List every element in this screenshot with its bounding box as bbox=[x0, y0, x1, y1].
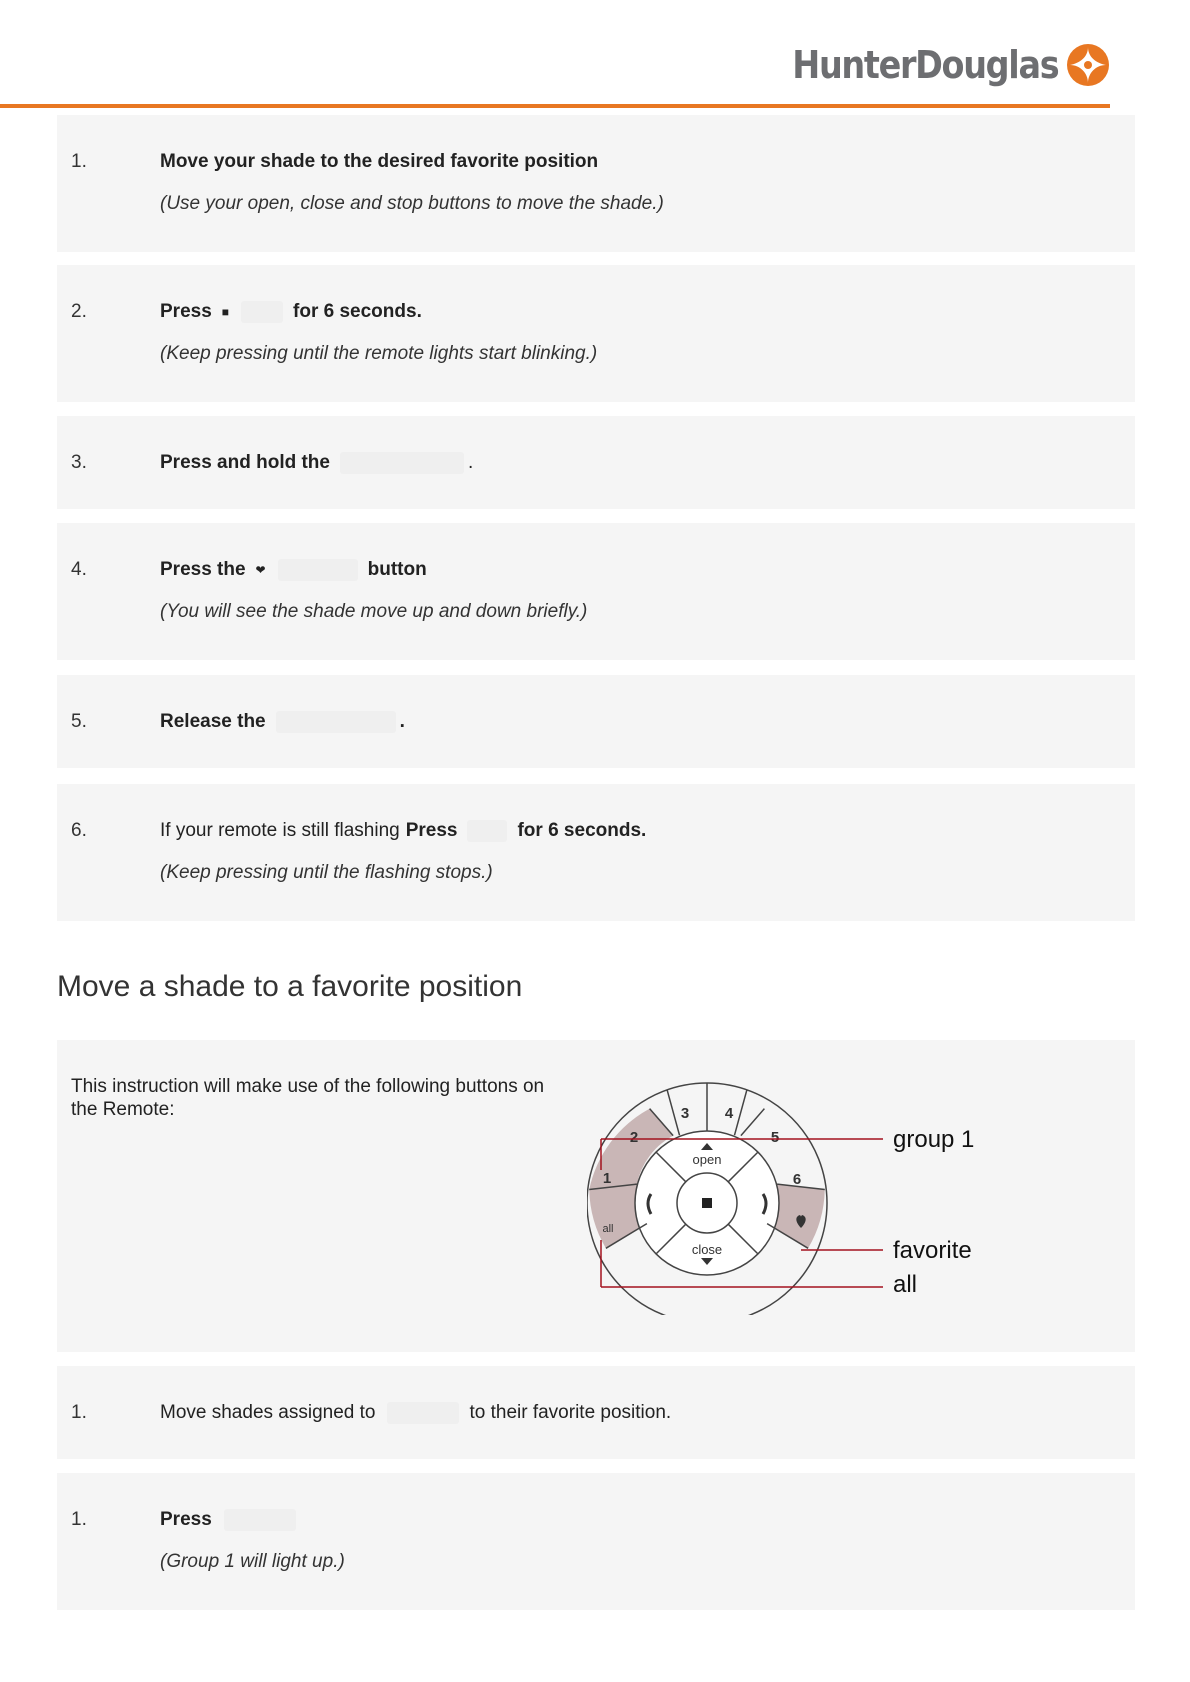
stop-button-placeholder bbox=[241, 301, 283, 323]
program-step bbox=[57, 115, 1135, 252]
step-text: for 6 seconds. bbox=[293, 301, 422, 322]
step-text: Move shades assigned to bbox=[160, 1402, 376, 1423]
program-step bbox=[57, 416, 1135, 509]
stop-square-icon: ■ bbox=[221, 305, 230, 319]
all-callout: all bbox=[893, 1271, 918, 1298]
step-note: (You will see the shade move up and down briefly.) bbox=[160, 601, 588, 622]
button-4-label[interactable]: 4 bbox=[724, 1105, 734, 1122]
button-placeholder bbox=[340, 452, 464, 474]
step-instruction bbox=[160, 559, 427, 581]
stop-square-icon bbox=[702, 1198, 712, 1208]
step-number: 3. bbox=[71, 452, 87, 473]
step-text: Press bbox=[160, 301, 212, 322]
step-instruction bbox=[160, 301, 422, 323]
stop-button-placeholder bbox=[467, 820, 507, 842]
step-instruction bbox=[160, 1509, 296, 1531]
button-placeholder bbox=[387, 1402, 459, 1424]
step-number: 2. bbox=[71, 301, 87, 322]
step-note: (Keep pressing until the flashing stops.) bbox=[160, 862, 493, 883]
diagram-intro: This instruction will make use of the following buttons on the Remote: bbox=[71, 1076, 545, 1120]
heart-icon: ❤ bbox=[255, 563, 266, 577]
step-number: 5. bbox=[71, 711, 87, 732]
step-number: 1. bbox=[71, 1509, 87, 1530]
step-text: . bbox=[399, 711, 405, 732]
open-button-label[interactable]: open bbox=[692, 1152, 722, 1167]
button-3-label[interactable]: 3 bbox=[680, 1105, 690, 1122]
step-number: 6. bbox=[71, 820, 87, 841]
step-text: Release the bbox=[160, 711, 266, 732]
button-2-label[interactable]: 2 bbox=[629, 1129, 639, 1146]
program-step bbox=[57, 523, 1135, 660]
favorite-button-placeholder bbox=[278, 559, 358, 581]
program-step bbox=[57, 784, 1135, 921]
button-5-label[interactable]: 5 bbox=[770, 1129, 780, 1146]
step-note: (Group 1 will light up.) bbox=[160, 1551, 345, 1572]
button-placeholder bbox=[224, 1509, 296, 1531]
brand-name: HunterDouglas bbox=[791, 43, 1058, 87]
step-number: 1. bbox=[71, 1402, 87, 1423]
step-instruction bbox=[160, 151, 598, 173]
button-placeholder bbox=[276, 711, 396, 733]
step-text: . bbox=[467, 452, 474, 473]
step-number: 1. bbox=[71, 151, 87, 172]
step-number: 4. bbox=[71, 559, 87, 580]
step-instruction bbox=[160, 711, 405, 733]
step-text: Press and hold the bbox=[160, 452, 330, 473]
step-text: Move your shade to the desired favorite position bbox=[160, 151, 599, 172]
use-step bbox=[57, 1366, 1135, 1459]
step-note: (Keep pressing until the remote lights start blinking.) bbox=[160, 343, 598, 364]
remote-diagram-panel bbox=[57, 1040, 1135, 1352]
program-step bbox=[57, 675, 1135, 768]
step-text: button bbox=[367, 559, 427, 580]
button-6-label[interactable]: 6 bbox=[792, 1171, 802, 1188]
step-text: Press the bbox=[160, 559, 246, 580]
step-instruction bbox=[160, 820, 646, 842]
step-instruction bbox=[160, 1402, 671, 1424]
button-all-label[interactable]: all bbox=[602, 1223, 614, 1235]
step-text: to their favorite position. bbox=[469, 1402, 672, 1423]
group-1-callout: group 1 bbox=[893, 1126, 975, 1153]
page-header bbox=[0, 0, 1110, 108]
step-text: for 6 seconds. bbox=[517, 820, 647, 841]
step-text: Press bbox=[160, 1509, 212, 1530]
brand-logo bbox=[756, 38, 1110, 92]
step-instruction bbox=[160, 452, 473, 474]
favorite-callout: favorite bbox=[893, 1237, 972, 1264]
program-step bbox=[57, 265, 1135, 402]
step-text: Press bbox=[405, 820, 458, 841]
remote-diagram bbox=[587, 1060, 1007, 1315]
use-step bbox=[57, 1473, 1135, 1610]
button-1-label[interactable]: 1 bbox=[602, 1170, 612, 1187]
step-note: (Use your open, close and stop buttons to move the shade.) bbox=[160, 193, 664, 214]
hunter-douglas-logo-icon bbox=[1066, 43, 1110, 87]
section-title: Move a shade to a favorite position bbox=[57, 970, 523, 1003]
step-text: If your remote is still flashing bbox=[160, 820, 400, 841]
close-button-label[interactable]: close bbox=[691, 1242, 723, 1257]
